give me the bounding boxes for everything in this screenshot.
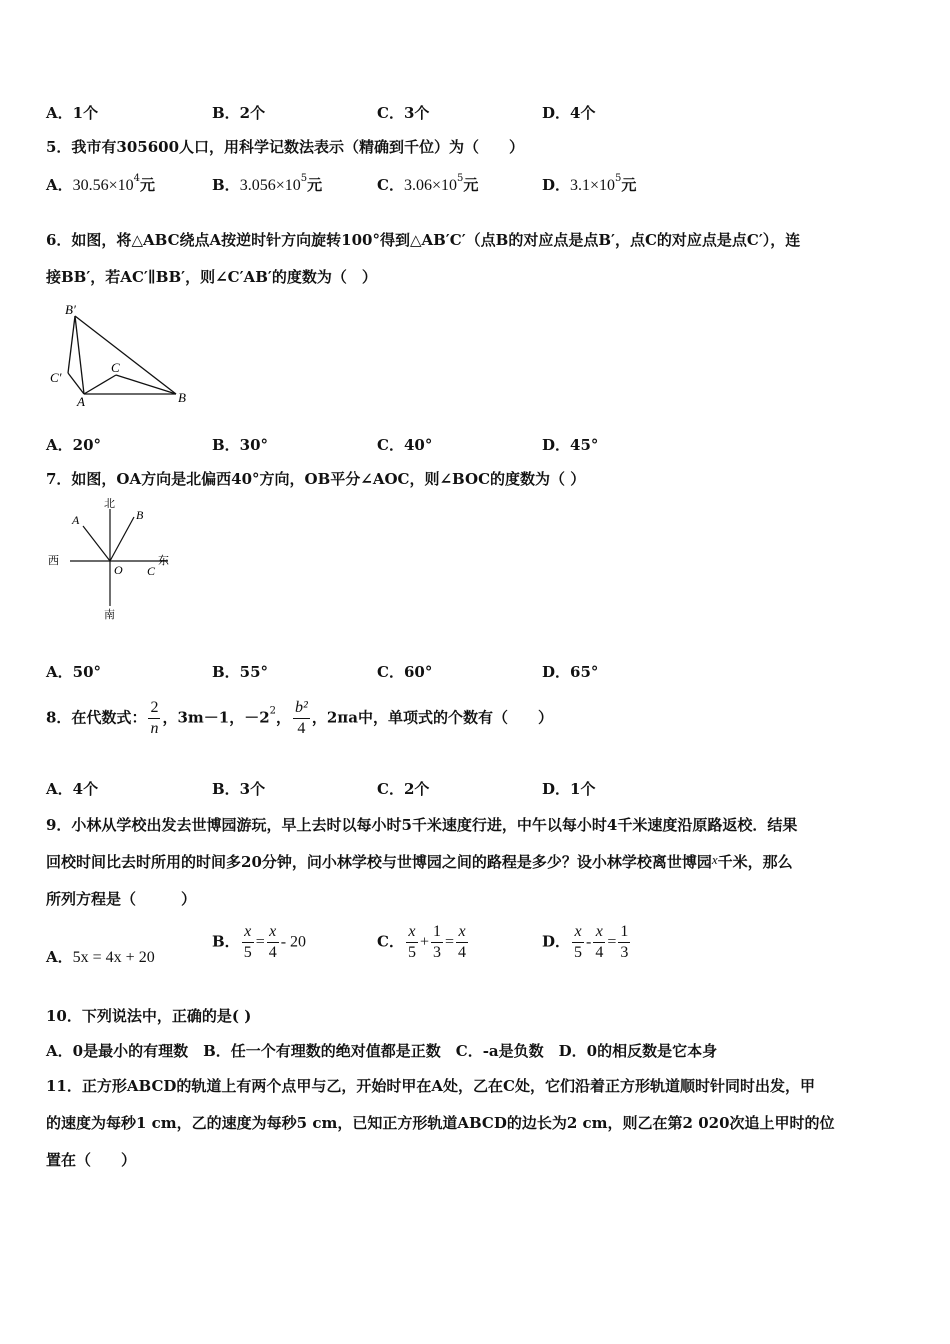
q6-segment-c-b xyxy=(116,375,176,394)
q8-fraction-2-over-n: $\frac{2}{n}$ xyxy=(150,699,159,737)
q6-label-a: A xyxy=(77,394,85,409)
q8-fraction-b2-over-4: $\frac{\text{b²}}{4}$ xyxy=(295,699,308,737)
q5-option-a: A．$30.56\times 10^4$元 xyxy=(46,173,156,194)
q7-question: 7．如图，OA方向是北偏西40°方向，OB平分∠AOC，则∠BOC的度数为（ ） xyxy=(46,470,586,488)
q6-option-a: A．20° xyxy=(46,436,102,454)
q7-compass-figure xyxy=(40,494,180,624)
q8-option-b: B．3个 xyxy=(212,780,266,798)
q9-option-c: C． $\frac{x}{5}$ + $\frac{1}{3}$ = $\frac{x}{4}$ xyxy=(377,923,467,961)
q6-segment-bprime-cprime xyxy=(68,316,75,373)
q7-label-a: A xyxy=(72,513,80,527)
q4-option-d: D．4个 xyxy=(542,104,596,122)
q9-question-line3: 所列方程是（ ） xyxy=(46,890,197,908)
q6-segment-bprime-b xyxy=(75,316,176,394)
q7-label-o: O xyxy=(114,563,123,577)
q7-ray-ob xyxy=(110,517,134,561)
q5-option-c: C．$3.06\times 10^5$元 xyxy=(377,173,479,194)
q8-option-a: A．4个 xyxy=(46,780,99,798)
q6-question-line1: 6．如图，将△ABC绕点A按逆时针方向旋转100°得到△AB′C′（点B的对应点是点B′，点C的对应点是点C′），连 xyxy=(46,231,801,249)
q10-options: A．0是最小的有理数 B．任一个有理数的绝对值都是正数 C．-a是负数 D．0的相反数是它本身 xyxy=(46,1042,718,1060)
q7-label-east: 东 xyxy=(158,555,169,567)
q6-label-cprime: C′ xyxy=(50,370,62,385)
q4-option-a: A．1个 xyxy=(46,104,99,122)
q5-option-d: D．$3.1\times 10^5$元 xyxy=(542,173,637,194)
q6-triangle-figure xyxy=(40,296,200,412)
q7-label-north: 北 xyxy=(104,498,115,510)
q9-question-line1: 9．小林从学校出发去世博园游玩，早上去时以每小时5千米速度行进，中午以每小时4千米速度沿原路返校．结果 xyxy=(46,816,798,834)
q10-question: 10．下列说法中，正确的是( ) xyxy=(46,1007,252,1025)
q8-option-c: C．2个 xyxy=(377,780,430,798)
q7-option-c: C．60° xyxy=(377,663,433,681)
q4-option-b: B．2个 xyxy=(212,104,266,122)
q5-question: 5．我市有305600人口，用科学记数法表示（精确到千位）为（ ） xyxy=(46,138,525,156)
q6-option-c: C．40° xyxy=(377,436,433,454)
q6-label-bprime: B′ xyxy=(65,302,76,317)
q8-option-d: D．1个 xyxy=(542,780,596,798)
q7-label-b: B xyxy=(136,508,144,522)
q6-option-b: B．30° xyxy=(212,436,269,454)
q9-option-d: D． $\frac{x}{5}$ - $\frac{x}{4}$ = $\frac{1}{3}$ xyxy=(542,923,629,961)
q7-option-b: B．55° xyxy=(212,663,269,681)
q7-option-a: A．50° xyxy=(46,663,102,681)
q6-segment-a-c xyxy=(84,375,116,394)
q6-label-c: C xyxy=(111,360,120,375)
q7-label-south: 南 xyxy=(104,609,115,621)
q11-question-line1: 11．正方形ABCD的轨道上有两个点甲与乙，开始时甲在A处，乙在C处，它们沿着正方形轨道顺时针同时出发，甲 xyxy=(46,1077,815,1095)
q9-option-a: A．5x = 4x + 20 xyxy=(46,948,155,966)
q5-option-b: B．$3.056\times 10^5$元 xyxy=(212,173,323,194)
q9-option-b: B． $\frac{x}{5}$ = $\frac{x}{4}$ - 20 xyxy=(212,923,307,961)
q11-question-line3: 置在（ ） xyxy=(46,1151,137,1169)
q7-label-c: C xyxy=(147,564,156,578)
q6-segment-bprime-a xyxy=(75,316,84,394)
q4-option-c: C．3个 xyxy=(377,104,430,122)
q9-question-line2: 回校时间比去时所用的时间多20分钟，问小林学校与世博园之间的路程是多少？设小林学校离世博园x千米，那么 xyxy=(46,852,793,871)
q7-ray-oa xyxy=(83,526,110,561)
q6-option-d: D．45° xyxy=(542,436,599,454)
q7-option-d: D．65° xyxy=(542,663,599,681)
q8-question: 8．在代数式： $\frac{2}{n}$ ，3m－1，$-2^2$， $\frac{\text{b²}}{4}$ ，2πa中，单项式的个数有（ ） xyxy=(46,699,553,737)
q6-question-line2: 接BB′，若AC′∥BB′，则∠C′AB′的度数为（ ） xyxy=(46,268,377,286)
q7-label-west: 西 xyxy=(48,555,59,567)
q11-question-line2: 的速度为每秒1 cm，乙的速度为每秒5 cm，已知正方形轨道ABCD的边长为2 cm，则乙在第2 020次追上甲时的位 xyxy=(46,1114,835,1132)
q6-label-b: B xyxy=(178,390,186,405)
